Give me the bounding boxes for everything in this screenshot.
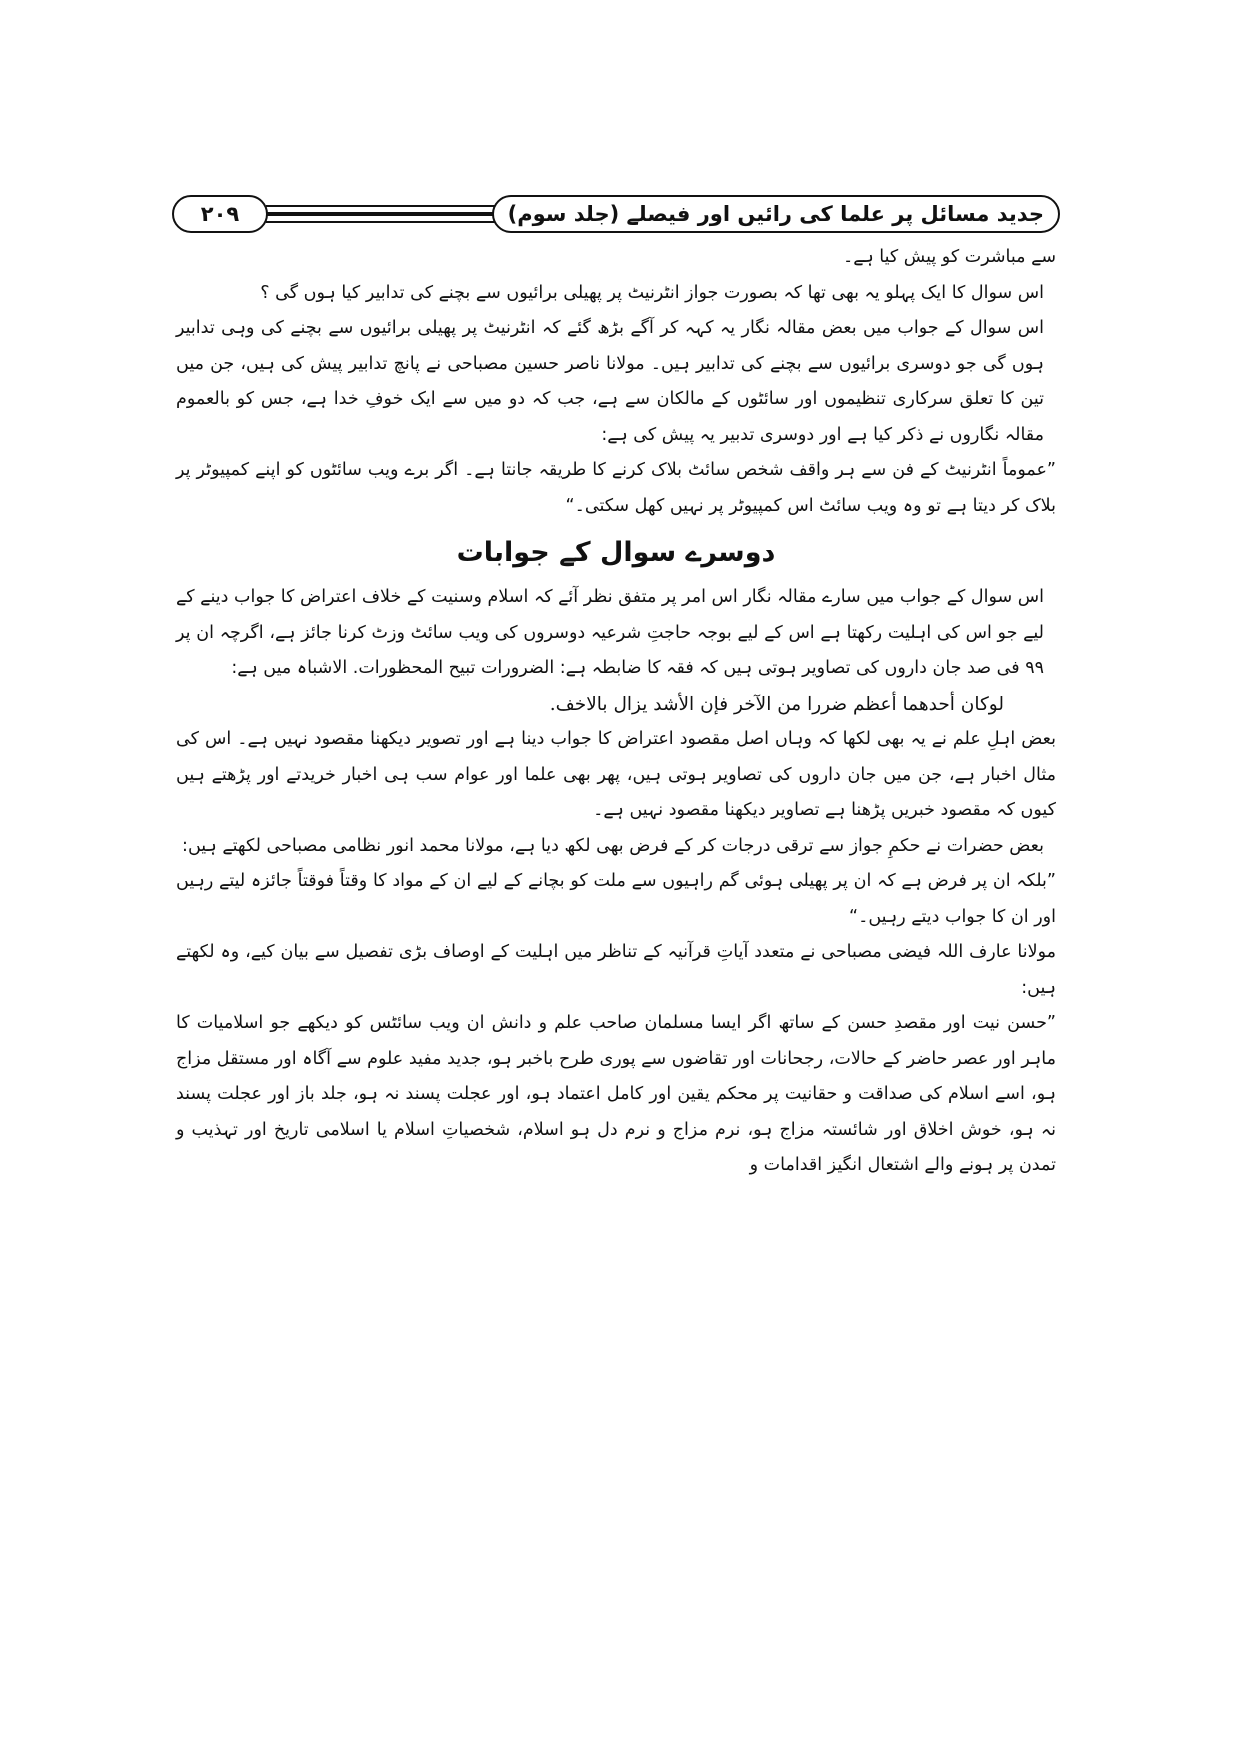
block-quote: ”عموماً انٹرنیٹ کے فن سے ہر واقف شخص سائٹ بلاک کرنے کا طریقہ جانتا ہے۔ اگر برے ویب سائٹوں کو اپنے کمپیوٹر پر بلاک کر دیتا ہے تو وہ ویب سائٹ اس کمپیوٹر پر نہیں کھل سکتی۔“	[176, 460, 1056, 516]
running-header	[172, 195, 1060, 235]
paragraph: سے مباشرت کو پیش کیا ہے۔	[842, 247, 1056, 267]
book-title: جدید مسائل پر علما کی رائیں اور فیصلے (جلد سوم)	[492, 195, 1060, 233]
arabic-quote: لوكان أحدهما أعظم ضررا من الآخر فإن الأشد يزال بالاخف.	[549, 693, 1004, 715]
paragraph: اس سوال کا ایک پہلو یہ بھی تھا کہ بصورت جواز انٹرنیٹ پر پھیلی برائیوں سے بچنے کی تدابیر کیا ہوں گی ؟	[260, 282, 1044, 303]
section-heading: دوسرے سوال کے جوابات	[456, 537, 776, 568]
paragraph: مولانا عارف اللہ فیضی مصباحی نے متعدد آیاتِ قرآنیہ کے تناظر میں اہلیت کے اوصاف بڑی تفصیل سے بیان کیے، وہ لکھتے ہیں:	[176, 942, 1056, 998]
paragraph: بعض حضرات نے حکمِ جواز سے ترقی درجات کر کے فرض بھی لکھ دیا ہے، مولانا محمد انور نظامی مصباحی لکھتے ہیں:	[182, 835, 1044, 856]
paragraph: اس سوال کے جواب میں سارے مقالہ نگار اس امر پر متفق نظر آئے کہ اسلام وسنیت کے خلاف اعتراض کا جواب دینے کے لیے جو اس کی اہلیت رکھتا ہے اس کے لیے بوجہ حاجتِ شرعیہ دوسروں کی ویب سائٹ وزٹ کرنا جائز ہے، اگرچہ ان پر ۹۹ فی صد جان داروں کی تصاویر ہوتی ہیں کہ فقہ کا ضابطہ ہے: الضرورات تبيح المحظورات. الاشباہ میں ہے:	[176, 587, 1044, 678]
page-number: ۲۰۹	[172, 195, 268, 233]
page-body	[176, 240, 1056, 1184]
paragraph: اس سوال کے جواب میں بعض مقالہ نگار یہ کہہ کر آگے بڑھ گئے کہ انٹرنیٹ پر پھیلی برائیوں سے بچنے کی وہی تدابیر ہوں گی جو دوسری برائیوں سے بچنے کی تدابیر ہیں۔ مولانا ناصر حسین مصباحی نے پانچ تدابیر پیش کی ہیں، جن میں تین کا تعلق سرکاری تنظیموں اور سائٹوں کے مالکان سے ہے، جب کہ دو میں سے ایک خوفِ خدا ہے، جس کو بالعموم مقالہ نگاروں نے ذکر کیا ہے اور دوسری تدبیر یہ پیش کی ہے:	[176, 318, 1044, 445]
paragraph: بعض اہلِ علم نے یہ بھی لکھا کہ وہاں اصل مقصود اعتراض کا جواب دینا ہے اور تصویر دیکھنا مقصود نہیں ہے۔ اس کی مثال اخبار ہے، جن میں جان داروں کی تصاویر ہوتی ہیں، پھر بھی علما اور عوام سب ہی اخبار خریدتے اور پڑھتے ہیں کیوں کہ مقصود خبریں پڑھنا ہے تصاویر دیکھنا مقصود نہیں ہے۔	[176, 729, 1056, 820]
block-quote: ”حسن نیت اور مقصدِ حسن کے ساتھ اگر ایسا مسلمان صاحب علم و دانش ان ویب سائٹس کو دیکھے جو اسلامیات کا ماہر اور عصر حاضر کے حالات، رجحانات اور تقاضوں سے پوری طرح باخبر ہو، جدید مفید علوم سے آگاہ اور مستقل مزاج ہو، اسے اسلام کی صداقت و حقانیت پر محکم یقین اور کامل اعتماد ہو، اور عجلت پسند نہ ہو، جلد باز اور عجلت پسند نہ ہو، خوش اخلاق اور شائستہ مزاج ہو، نرم مزاج و نرم دل ہو اسلام، شخصیاتِ اسلام یا اسلامی تاریخ اور تہذیب و تمدن پر ہونے والے اشتعال انگیز اقدامات و	[176, 1013, 1056, 1175]
block-quote: ”بلکہ ان پر فرض ہے کہ ان پر پھیلی ہوئی گم راہیوں سے ملت کو بچانے کے لیے ان کے مواد کا وقتاً فوقتاً جائزہ لیتے رہیں اور ان کا جواب دیتے رہیں۔“	[176, 871, 1056, 927]
